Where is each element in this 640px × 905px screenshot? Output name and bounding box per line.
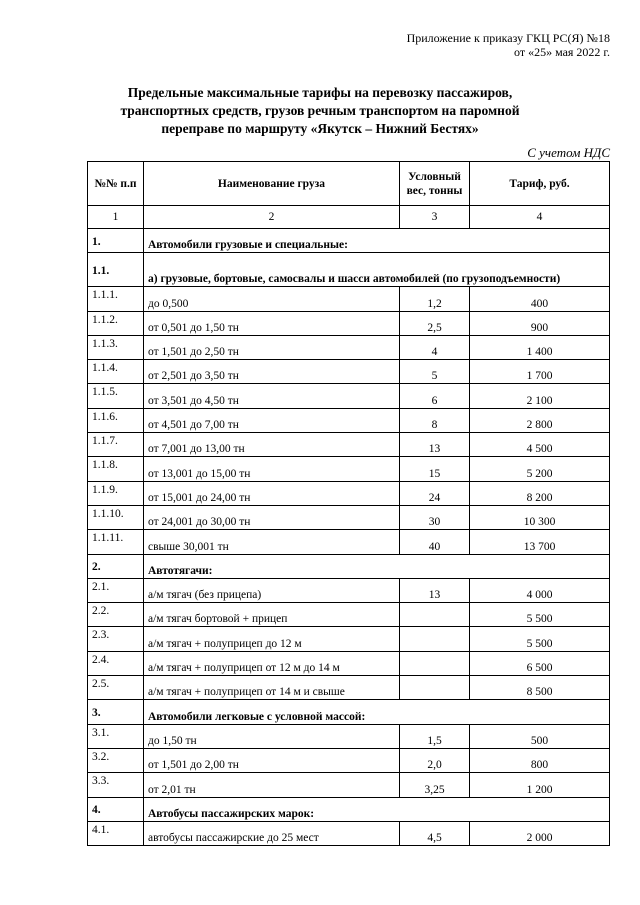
table-row [88, 676, 610, 700]
cargo-name: от 3,501 до 4,50 тн [144, 384, 400, 408]
table-row [88, 578, 610, 602]
conditional-weight [400, 651, 470, 675]
row-number: 1.1.9. [88, 481, 144, 505]
row-number: 1. [88, 229, 144, 253]
subsection-title: а) грузовые, бортовые, самосвалы и шасси автомобилей (по грузоподъемности) [144, 253, 610, 287]
cargo-name: от 15,001 до 24,00 тн [144, 481, 400, 505]
colnum-4: 4 [470, 206, 610, 229]
row-number: 1.1.8. [88, 457, 144, 481]
section-title: Автотягачи: [144, 554, 610, 578]
section-row [88, 797, 610, 821]
table-row [88, 748, 610, 772]
conditional-weight: 1,5 [400, 724, 470, 748]
table-row [88, 821, 610, 845]
header-tariff: Тариф, руб. [470, 162, 610, 206]
row-number: 1.1.5. [88, 384, 144, 408]
conditional-weight: 24 [400, 481, 470, 505]
tariff-value: 10 300 [470, 505, 610, 529]
tariff-value: 4 500 [470, 433, 610, 457]
tariff-value: 5 200 [470, 457, 610, 481]
conditional-weight: 40 [400, 530, 470, 554]
tariff-value: 5 500 [470, 603, 610, 627]
row-number: 4. [88, 797, 144, 821]
cargo-name: от 2,501 до 3,50 тн [144, 360, 400, 384]
cargo-name: от 7,001 до 13,00 тн [144, 433, 400, 457]
header-weight: Условный вес, тонны [400, 162, 470, 206]
table-row [88, 530, 610, 554]
row-number: 1.1.3. [88, 335, 144, 359]
section-title: Автомобили грузовые и специальные: [144, 229, 610, 253]
table-row [88, 627, 610, 651]
conditional-weight: 2,0 [400, 748, 470, 772]
colnum-1: 1 [88, 206, 144, 229]
row-number: 2.5. [88, 676, 144, 700]
section-title: Автобусы пассажирских марок: [144, 797, 610, 821]
cargo-name: от 2,01 тн [144, 773, 400, 797]
table-row [88, 481, 610, 505]
conditional-weight: 3,25 [400, 773, 470, 797]
column-number-row [88, 206, 610, 229]
row-number: 3.1. [88, 724, 144, 748]
tariff-value: 13 700 [470, 530, 610, 554]
tariff-value: 1 400 [470, 335, 610, 359]
table-row [88, 335, 610, 359]
conditional-weight [400, 603, 470, 627]
conditional-weight: 4 [400, 335, 470, 359]
header-name: Наименование груза [144, 162, 400, 206]
conditional-weight: 13 [400, 433, 470, 457]
row-number: 2.2. [88, 603, 144, 627]
table-row [88, 384, 610, 408]
conditional-weight: 8 [400, 408, 470, 432]
tariff-value: 8 200 [470, 481, 610, 505]
cargo-name: от 4,501 до 7,00 тн [144, 408, 400, 432]
row-number: 1.1.2. [88, 311, 144, 335]
row-number: 1.1.7. [88, 433, 144, 457]
cargo-name: а/м тягач + полуприцеп до 12 м [144, 627, 400, 651]
table-row [88, 433, 610, 457]
header-row [88, 162, 610, 206]
conditional-weight: 1,2 [400, 287, 470, 311]
tariff-value: 1 200 [470, 773, 610, 797]
row-number: 1.1.4. [88, 360, 144, 384]
colnum-2: 2 [144, 206, 400, 229]
tariff-table [87, 161, 610, 846]
cargo-name: до 0,500 [144, 287, 400, 311]
table-row [88, 287, 610, 311]
cargo-name: а/м тягач + полуприцеп от 12 м до 14 м [144, 651, 400, 675]
section-title: Автомобили легковые с условной массой: [144, 700, 610, 724]
tariff-value: 2 000 [470, 821, 610, 845]
tariff-value: 2 800 [470, 408, 610, 432]
conditional-weight: 30 [400, 505, 470, 529]
conditional-weight: 4,5 [400, 821, 470, 845]
vat-note: С учетом НДС [527, 145, 610, 160]
tariff-value: 400 [470, 287, 610, 311]
row-number: 2.3. [88, 627, 144, 651]
conditional-weight [400, 627, 470, 651]
tariff-value: 800 [470, 748, 610, 772]
cargo-name: автобусы пассажирские до 25 мест [144, 821, 400, 845]
cargo-name: свыше 30,001 тн [144, 530, 400, 554]
colnum-3: 3 [400, 206, 470, 229]
row-number: 1.1. [88, 253, 144, 287]
tariff-value: 6 500 [470, 651, 610, 675]
row-number: 4.1. [88, 821, 144, 845]
tariff-value: 900 [470, 311, 610, 335]
cargo-name: а/м тягач бортовой + прицеп [144, 603, 400, 627]
row-number: 1.1.1. [88, 287, 144, 311]
cargo-name: а/м тягач (без прицепа) [144, 578, 400, 602]
cargo-name: от 1,501 до 2,50 тн [144, 335, 400, 359]
table-row [88, 505, 610, 529]
header-num: №№ п.п [88, 162, 144, 206]
conditional-weight: 13 [400, 578, 470, 602]
annex-line-2: от «25» мая 2022 г. [513, 45, 610, 59]
tariff-value: 1 700 [470, 360, 610, 384]
tariff-value: 2 100 [470, 384, 610, 408]
tariff-value: 4 000 [470, 578, 610, 602]
cargo-name: а/м тягач + полуприцеп от 14 м и свыше [144, 676, 400, 700]
row-number: 1.1.6. [88, 408, 144, 432]
section-row [88, 554, 610, 578]
conditional-weight: 15 [400, 457, 470, 481]
table-row [88, 408, 610, 432]
table-row [88, 457, 610, 481]
row-number: 3.2. [88, 748, 144, 772]
table-row [88, 773, 610, 797]
table-row [88, 360, 610, 384]
tariff-value: 5 500 [470, 627, 610, 651]
cargo-name: от 24,001 до 30,00 тн [144, 505, 400, 529]
tariff-value: 8 500 [470, 676, 610, 700]
conditional-weight: 6 [400, 384, 470, 408]
subsection-row [88, 253, 610, 287]
conditional-weight [400, 676, 470, 700]
table-row [88, 651, 610, 675]
row-number: 2.4. [88, 651, 144, 675]
row-number: 3.3. [88, 773, 144, 797]
cargo-name: до 1,50 тн [144, 724, 400, 748]
cargo-name: от 13,001 до 15,00 тн [144, 457, 400, 481]
row-number: 1.1.11. [88, 530, 144, 554]
annex-header [407, 31, 610, 59]
tariff-value: 500 [470, 724, 610, 748]
row-number: 2.1. [88, 578, 144, 602]
cargo-name: от 1,501 до 2,00 тн [144, 748, 400, 772]
conditional-weight: 2,5 [400, 311, 470, 335]
table-body [88, 229, 610, 846]
annex-line-1: Приложение к приказу ГКЦ РС(Я) №18 [406, 31, 610, 45]
table-row [88, 724, 610, 748]
section-row [88, 700, 610, 724]
row-number: 3. [88, 700, 144, 724]
table-row [88, 311, 610, 335]
row-number: 1.1.10. [88, 505, 144, 529]
cargo-name: от 0,501 до 1,50 тн [144, 311, 400, 335]
section-row [88, 229, 610, 253]
row-number: 2. [88, 554, 144, 578]
table-row [88, 603, 610, 627]
conditional-weight: 5 [400, 360, 470, 384]
document-title: Предельные максимальные тарифы на перевозку пассажиров, транспортных средств, грузов речным транспортом на паромной переправе по маршруту «Якутск – Нижний Бестях» [120, 85, 520, 136]
